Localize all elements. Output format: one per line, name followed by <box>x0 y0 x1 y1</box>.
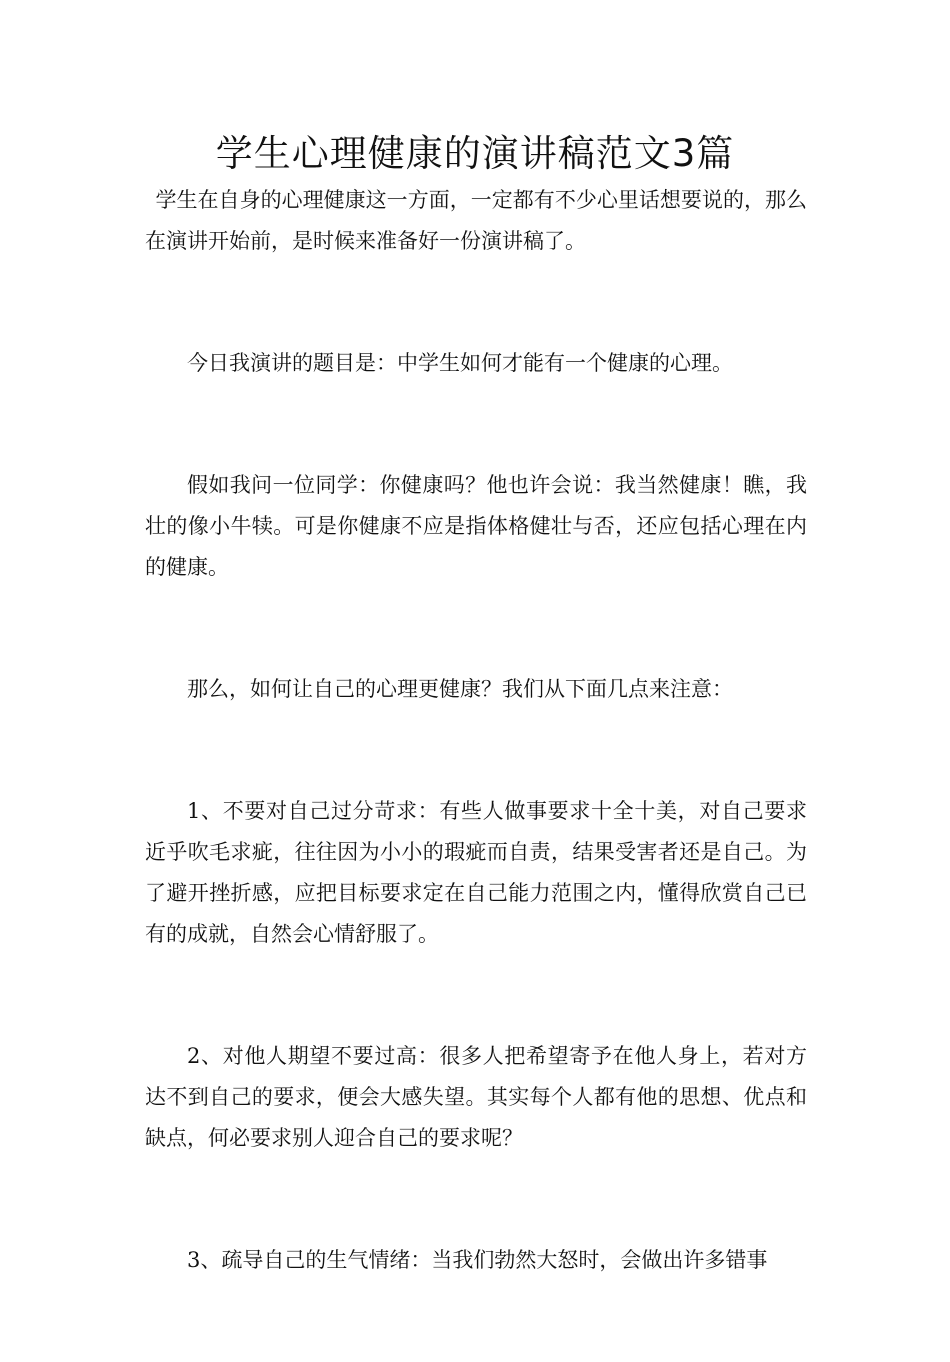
paragraph-point-3: 3、疏导自己的生气情绪：当我们勃然大怒时，会做出许多错事 <box>187 1248 768 1272</box>
paragraph-topic: 今日我演讲的题目是：中学生如何才能有一个健康的心理。 <box>187 351 733 375</box>
paragraph-how-to: 那么，如何让自己的心理更健康？我们从下面几点来注意： <box>187 677 733 701</box>
paragraph-health-question: 假如我问一位同学：你健康吗？他也许会说：我当然健康！瞧，我壮的像小牛犊。可是你健康不应是指体格健壮与否，还应包括心理在内的健康。 <box>145 473 807 579</box>
document-title: 学生心理健康的演讲稿范文3篇 <box>215 132 735 175</box>
paragraph-intro: 学生在自身的心理健康这一方面，一定都有不少心里话想要说的，那么在演讲开始前，是时候来准备好一份演讲稿了。 <box>145 188 807 253</box>
paragraph-point-2: 2、对他人期望不要过高：很多人把希望寄予在他人身上，若对方达不到自己的要求，便会大感失望。其实每个人都有他的思想、优点和缺点，何必要求别人迎合自己的要求呢？ <box>145 1044 807 1150</box>
paragraph-point-1: 1、不要对自己过分苛求：有些人做事要求十全十美，对自己要求近乎吹毛求疵，往往因为小小的瑕疵而自责，结果受害者还是自己。为了避开挫折感，应把目标要求定在自己能力范围之内，懂得欣赏自己已有的成就，自然会心情舒服了。 <box>145 799 807 946</box>
document-body <box>145 180 807 1362</box>
